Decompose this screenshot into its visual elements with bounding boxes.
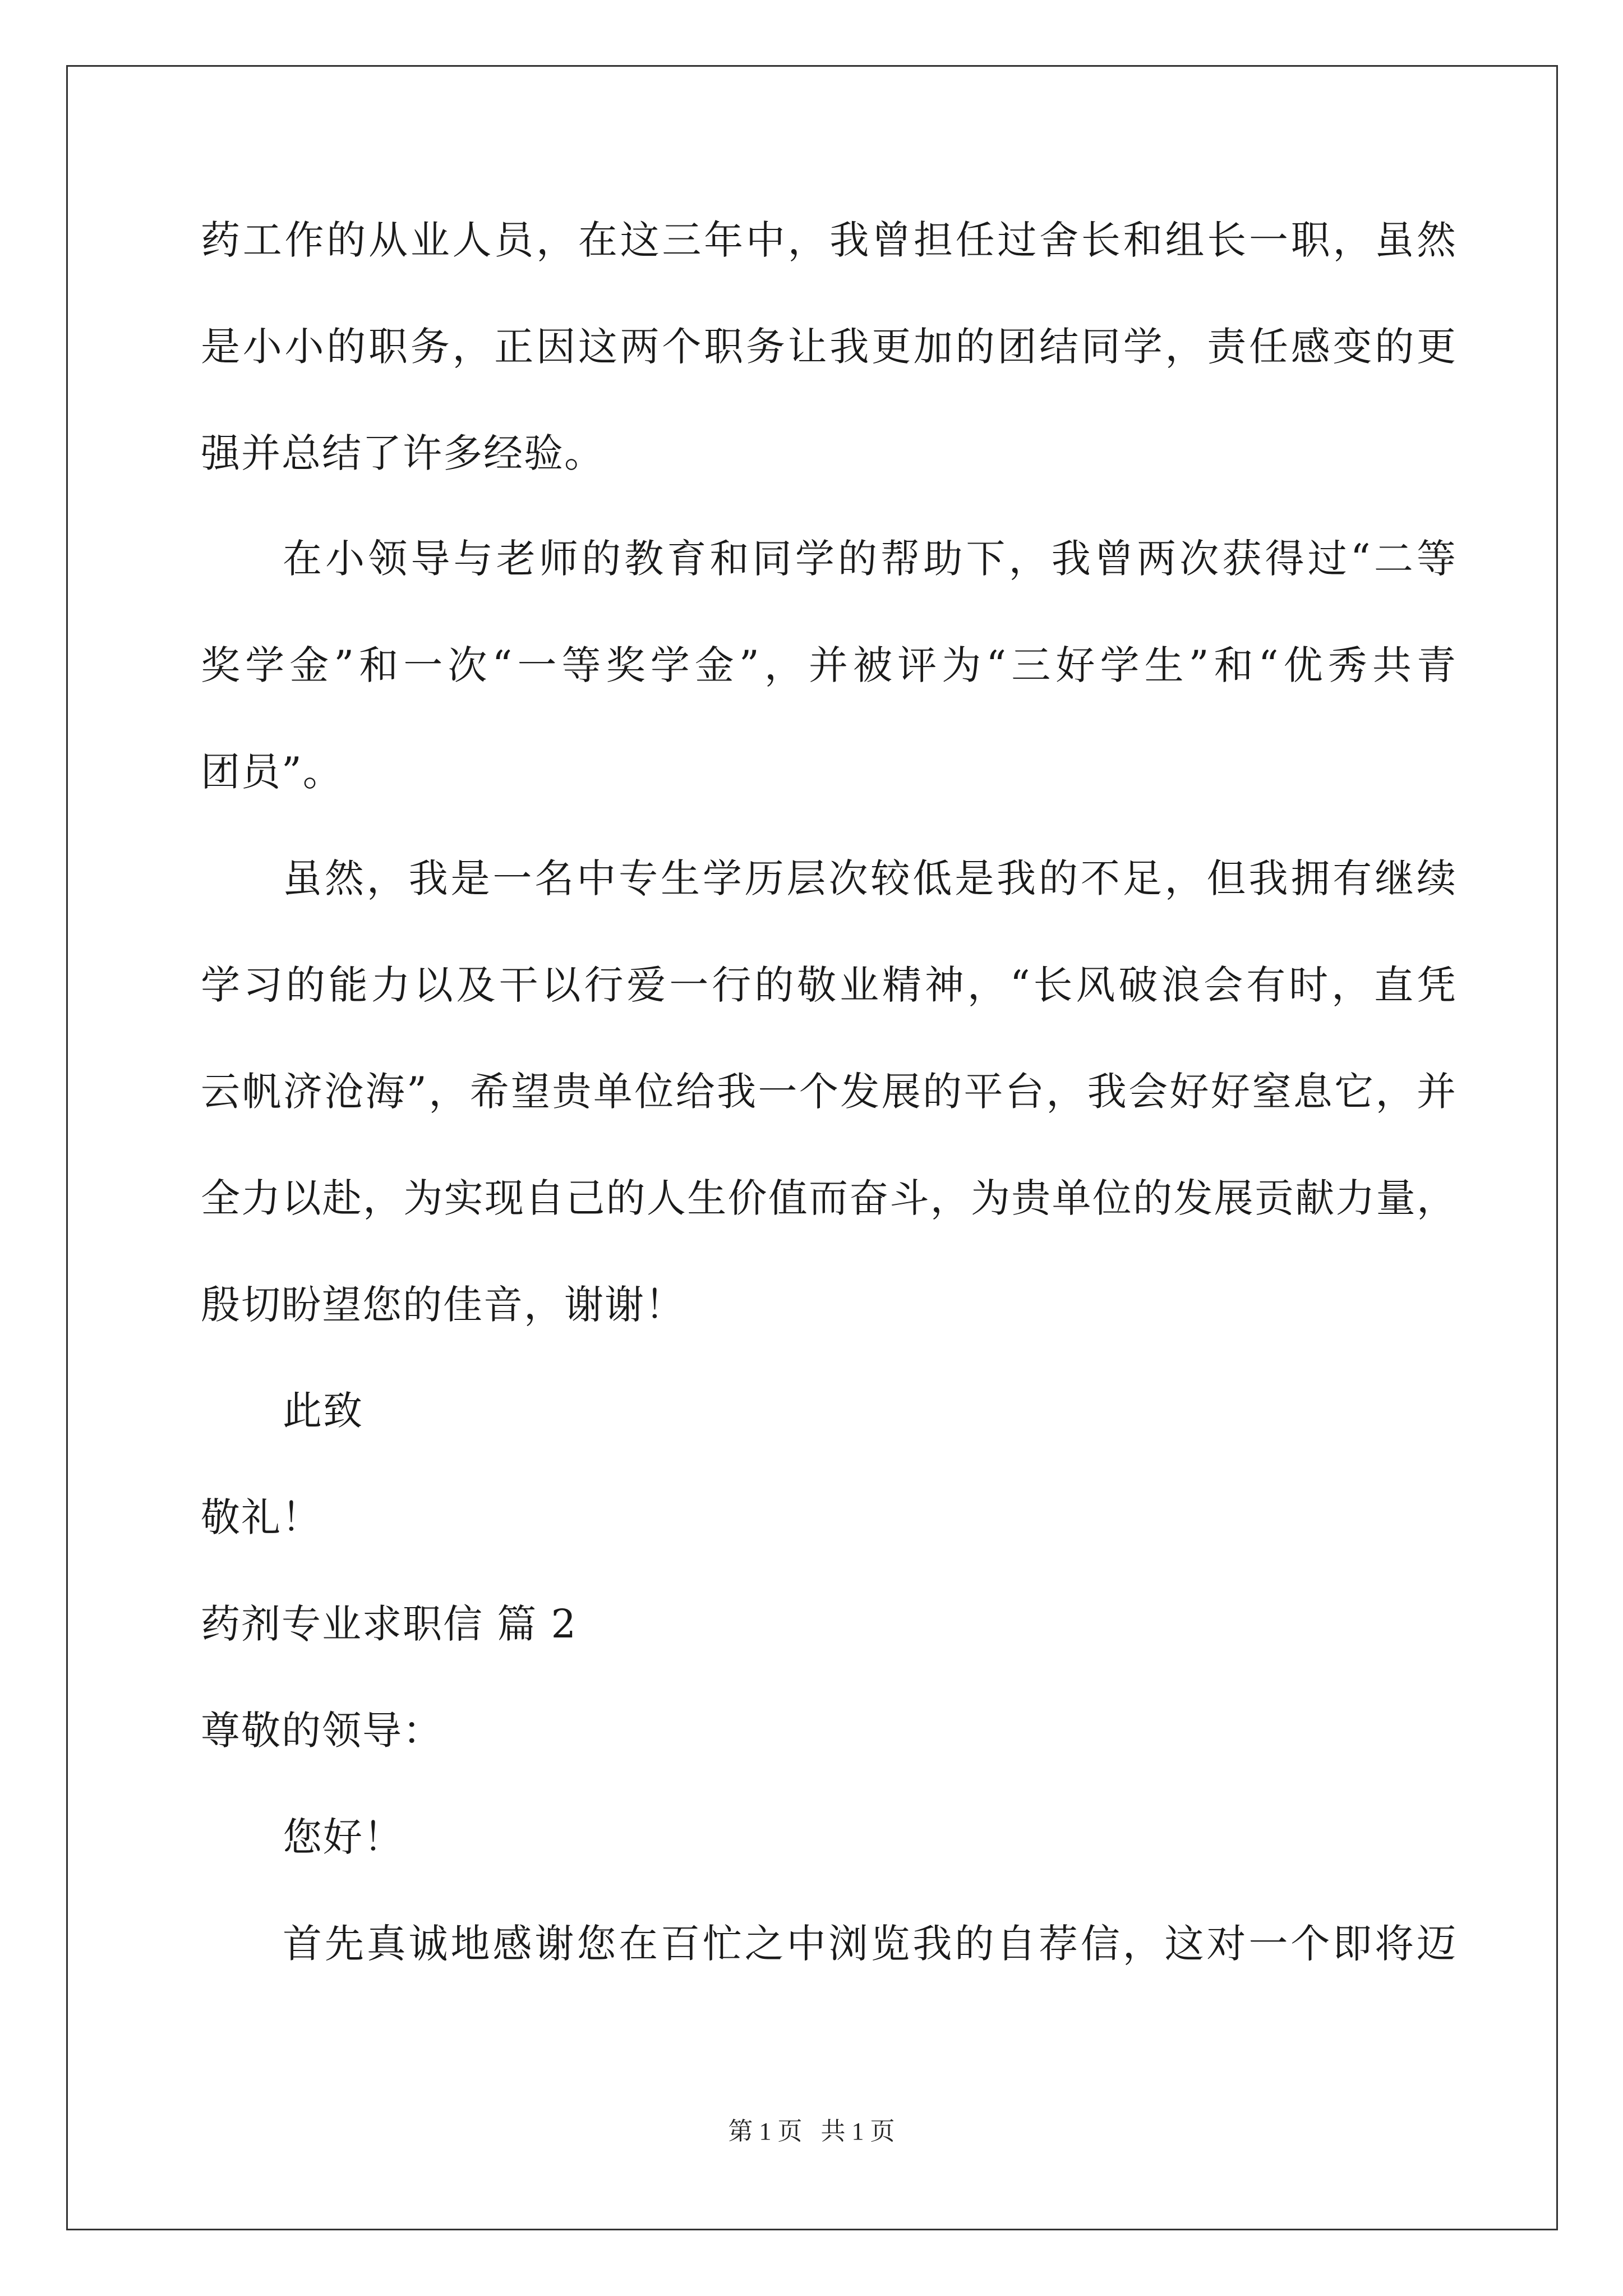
greeting: 尊敬的领导： <box>201 1708 443 1754</box>
paragraph-line: 虽然，我是一名中专生学历层次较低是我的不足，但我拥有继续 <box>283 855 1457 901</box>
paragraph-line: 全力以赴，为实现自己的人生价值而奋斗，为贵单位的发展贡献力量， <box>201 1175 1457 1221</box>
paragraph-line: 殷切盼望您的佳音，谢谢！ <box>201 1282 685 1328</box>
paragraph-line: 药工作的从业人员，在这三年中，我曾担任过舍长和组长一职，虽然 <box>201 217 1457 263</box>
paragraph-line: 首先真诚地感谢您在百忙之中浏览我的自荐信，这对一个即将迈 <box>283 1921 1457 1967</box>
section-heading: 药剂专业求职信 篇 2 <box>201 1601 578 1647</box>
closing-regards: 敬礼！ <box>201 1494 322 1540</box>
paragraph-line: 学习的能力以及干以行爱一行的敬业精神，“长风破浪会有时，直凭 <box>201 962 1457 1008</box>
closing-salutation: 此致 <box>283 1388 363 1434</box>
paragraph-line: 奖学金”和一次“一等奖学金”，并被评为“三好学生”和“优秀共青 <box>201 642 1457 688</box>
page-footer: 第 1 页 共 1 页 <box>728 2118 895 2145</box>
paragraph-line: 强并总结了许多经验。 <box>201 430 605 476</box>
paragraph-line: 在小领导与老师的教育和同学的帮助下，我曾两次获得过“二等 <box>283 536 1457 582</box>
paragraph-line: 团员”。 <box>201 749 343 795</box>
page-border <box>66 65 1558 2230</box>
paragraph-line: 云帆济沧海”，希望贵单位给我一个发展的平台，我会好好窒息它，并 <box>201 1069 1457 1115</box>
paragraph-line: 是小小的职务，正因这两个职务让我更加的团结同学，责任感变的更 <box>201 324 1457 370</box>
greeting-line: 您好！ <box>283 1814 404 1860</box>
